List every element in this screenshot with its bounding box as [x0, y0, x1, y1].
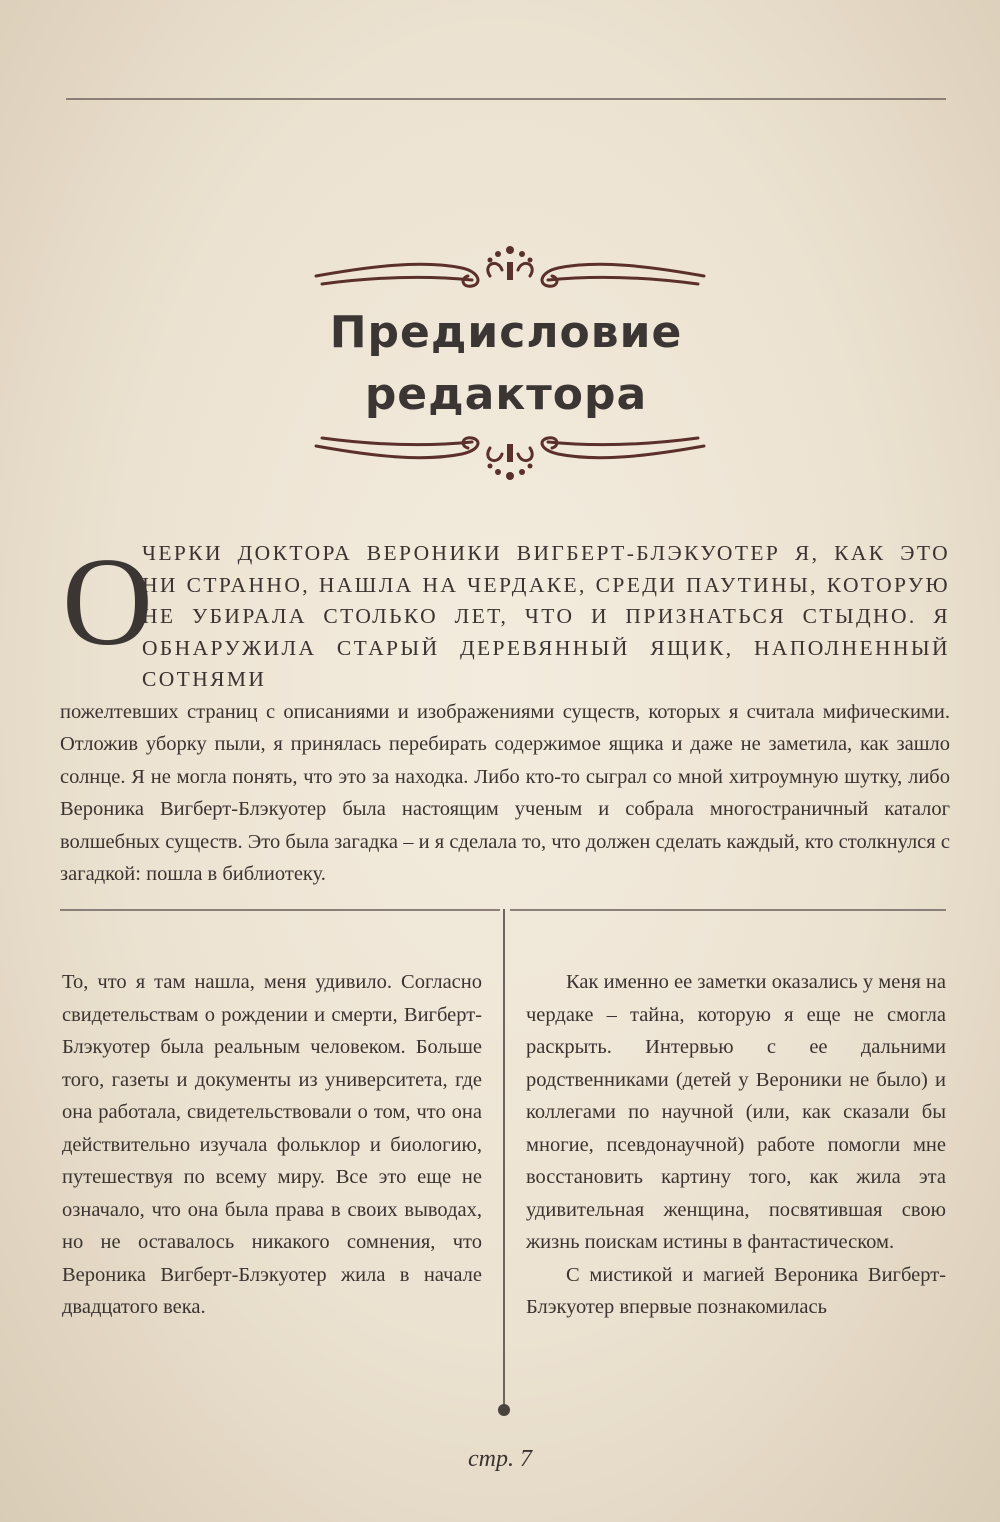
column-divider — [503, 909, 505, 1411]
intro-body-text: пожелтевших страниц с описаниями и изображениями существ, которых я считала мифическими. Отложив уборку пыли, я принялась перебирать содержимое ящика и даже не заметила, как зашло солнце. Я не могла понять, что это за находка. Либо кто-то сыграл со мной хитроумную шутку, либо Вероника Вигберт-Блэкуотер была настоящим ученым и собрала многостраничный каталог волшебных существ. Это была загадка – и я сделала то, что должен сделать каждый, кто столкнулся с загадкой: пошла в библиотеку. — [60, 700, 950, 885]
title-line-2: редактора — [364, 369, 648, 420]
intro-paragraph — [60, 533, 950, 891]
ornament-bottom-icon — [312, 434, 708, 494]
left-column — [62, 966, 482, 1324]
ornament-top-icon — [312, 236, 708, 296]
left-column-text: То, что я там нашла, меня удивило. Согласно свидетельствам о рождении и смерти, Вигберт-Блэкуотер была реальным человеком. Больше того, газеты и документы из университета, где она работала, свидетельствовали о том, что она действительно изучала фольклор и биологию, путешествуя по всему миру. Все это еще не означало, что она была права в своих выводах, но не оставалось никакого сомнения, что Вероника Вигберт-Блэкуотер жила в начале двадцатого века. — [62, 971, 482, 1318]
drop-cap: О — [62, 533, 153, 672]
right-column — [526, 966, 946, 1324]
right-column-paragraph-2: С мистикой и магией Вероника Вигберт-Блэкуотер впервые познакомилась — [526, 1263, 946, 1318]
section-rule-left — [60, 909, 500, 911]
page-number: стр. 7 — [468, 1446, 532, 1472]
section-rule-right — [510, 909, 946, 911]
right-column-paragraph-1: Как именно ее заметки оказались у меня на чердаке – тайна, которую я еще не смогла раскрыть. Интервью с ее дальними родственниками (детей у Вероники не было) и коллегами по научной (или, как сказали бы многие, псевдонаучной) работе помогли мне восстановить картину того, как жила эта удивительная женщина, посвятившая свою жизнь поискам истины в фантастическом. — [526, 971, 946, 1253]
title-line-1: Предисловие — [329, 307, 683, 358]
intro-caps-text: ЧЕРКИ ДОКТОРА ВЕРОНИКИ ВИГБЕРТ-БЛЭКУОТЕР Я, КАК ЭТО НИ СТРАННО, НАШЛА НА ЧЕРДАКЕ, СРЕДИ ПАУТИНЫ, КОТОРУЮ НЕ УБИРАЛА СТОЛЬКО ЛЕТ, ЧТО И ПРИЗНАТЬСЯ СТЫДНО. Я ОБНАРУЖИЛА СТАРЫЙ ДЕРЕВЯННЫЙ ЯЩИК, НАПОЛНЕННЫЙ СОТНЯМИ — [142, 541, 950, 691]
divider-dot-icon — [498, 1404, 510, 1416]
top-rule — [66, 98, 946, 100]
page-title — [200, 302, 812, 426]
